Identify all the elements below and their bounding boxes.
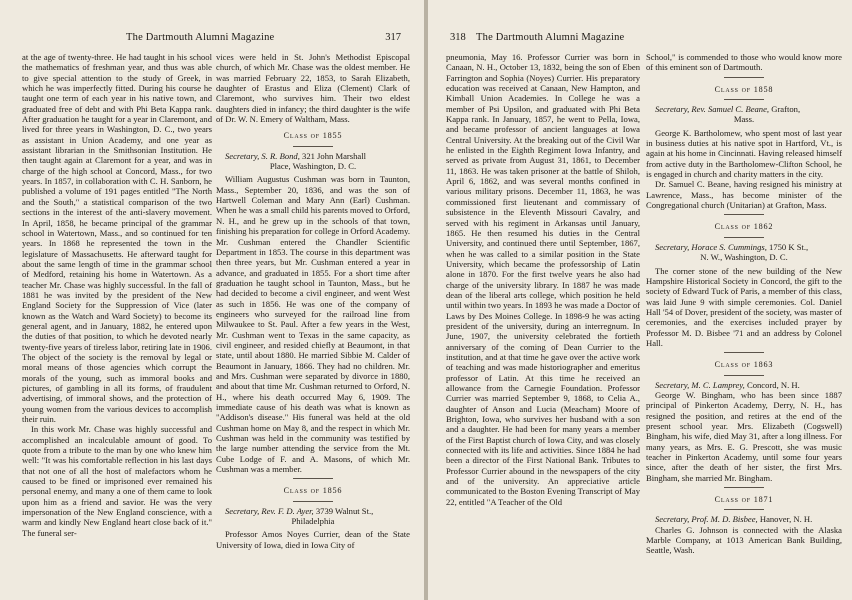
secretary-line — [216, 151, 410, 161]
secretary-line — [646, 242, 842, 252]
divider — [293, 501, 333, 502]
secretary-address: 3739 Walnut St., — [315, 505, 374, 516]
divider — [724, 509, 764, 510]
divider — [724, 214, 764, 215]
secretary-address: 321 John Marshall — [302, 150, 366, 161]
paragraph: In this work Mr. Chase was highly successful and accomplished an incalculable amount of good. To quote from a tribute to the man by one who knew him well: "It was his comfortable reflection in his last days that not one of all the host of malefactors whom he caused to be fined or imprisoned ever remained his personal enemy, and many a one of them came to look upon him as a friend and savior. He was the very impersonation of the New England conscience, with a warm and kindly New England heart close back of it." The funeral ser- — [22, 424, 212, 538]
secretary-address: Concord, N. H. — [746, 379, 800, 390]
class-heading-1856: Class of 1856 — [283, 486, 343, 496]
paragraph: pneumonia, May 16. Professor Currier was born in Canaan, N. H., October 13, 1832, being the son of Eben Farrington and Sophia (Noyes) Currier. His preparatory education was received at Canaan, New Hampton, and Kimball Union Academies. In College he was a member of Psi Upsilon, and graduated with Phi Beta Kappa rank. In January, 1857, he went to Pella, Iowa, and became professor of ancient languages at Iowa Central University. At the breaking out of the Civil War he enlisted in the Eighth Regiment Iowa Infantry, and served as private from August 31, 1861, to December 11, 1863. He was taken prisoner at the battle of Shiloh, April 6, 1862, and was several months confined in various military prisons. December 11, 1863, he was commissioned first lieutenant and commissary of subsistence in the Eleventh Missouri Cavalry, and served with his regiment in Arkansas until January, 1865. He then resumed his duties in the Central University, and continued there until September, 1867, when he was called to a similar position in the State University, which became the professorship of Latin alone in 1870. For the first twelve years he also had charge of the university library. In 1887 he was made dean of the liberal arts college, which position he held until within two years. In 1893 he was made a Doctor of Laws by Des Moines College. In 1898-9 he was acting president of the university, during an interregnum. In June, 1907, the university celebrated the fortieth anniversary of the coming of Dean Currier to the institution, and at that time he gave over the active work of teaching and was made historiographer and emeritus professor of Latin. At this time he received an allowance from the Carnegie Foundation. Professor Currier was married September 9, 1868, to Celia A., daughter of Anson and Lucia (Meacham) Moore of Brighton, Iowa, who survives her husband with a son and a daughter. He had been for many years a member of the First Baptist church of Iowa City, and was closely connected with its life and activities. Since 1884 he had been a director of the First National Bank. Tributes to Professor Currier abound in the newspapers of the city and of the university. An appreciative article communicated to the Boston Evening Transcript of May 22, entitled "A Teacher of the Old — [446, 52, 640, 507]
right-column-2 — [646, 52, 842, 592]
secretary-address-2: Place, Washington, D. C. — [269, 161, 357, 172]
secretary-name: Secretary, Prof. M. D. Bisbee, — [655, 514, 758, 525]
secretary-name: Secretary, S. R. Bond, — [225, 150, 300, 161]
secretary-address-2: Philadelphia — [291, 516, 335, 527]
page-number: 318 — [450, 32, 466, 43]
running-head: The Dartmouth Alumni Magazine — [126, 32, 275, 43]
secretary-line — [216, 506, 410, 516]
paragraph: Charles G. Johnson is connected with the Alaska Marble Company, at 1013 American Bank Building, Seattle, Wash. — [646, 524, 842, 556]
divider — [724, 375, 764, 376]
divider — [724, 487, 764, 488]
paragraph: vices were held in St. John's Methodist Episcopal church, of which Mr. Chase was the oldest member. He was married February 22, 1853, to Sarah Elizabeth, daughter of Erastus and Eliza (Clement) Clark of Claremont, who survives him. Their two eldest daughters died in infancy; the third daughter is the wife of Dr. W. N. Emery of Waltham, Mass. — [216, 52, 410, 125]
class-heading-1858: Class of 1858 — [714, 84, 774, 94]
page-number: 317 — [385, 32, 401, 43]
divider — [724, 77, 764, 78]
right-column-1 — [446, 52, 640, 592]
paragraph: George W. Bingham, who has been since 1887 principal of Pinkerton Academy, Derry, N. H., has resigned the position, and retires at the end of the present school year. Mrs. Elizabeth (Cogswell) Bingham, his wife, died May 31, after a long illness. For many years, as Mrs. E. G. Prescott, she was music teacher in Pinkerton Academy, until some four years since, after the death of her sister, the first Mrs. Bingham, she married Mr. Bingham. — [646, 389, 842, 483]
secretary-line — [646, 514, 842, 524]
divider — [293, 146, 333, 147]
secretary-address-2: Mass. — [733, 114, 755, 125]
secretary-name: Secretary, Horace S. Cummings, — [655, 241, 767, 252]
running-head: The Dartmouth Alumni Magazine — [476, 32, 625, 43]
paragraph: William Augustus Cushman was born in Taunton, Mass., September 20, 1836, and was the son of Hartwell Coleman and Mary Ann (Earl) Cushman. When he was a small child his parents moved to Orford, N. H., and he grew up in the schools of that town, finishing his preparation for college in Orford Academy. Mr. Cushman entered the Chandler Scientific Department in 1853. The course in this department was then three years, but Mr. Cushman entered a year in advance, and graduated in 1855. For a short time after graduation he taught school in Taunton, Mass., but he had decided to become a civil engineer, and went West as such in 1856. He was one of the company of engineers who surveyed for the railroad line from Milwaukee to St. Paul. After a few years in the West, Mr. Cushman went to Texas in the same capacity, as civil engineer, and resided chiefly at Beaumont, in that state, until about 1880. He married Sibbie M. Calder of Beaumont in January, 1866. They had no children. Mr. and Mrs. Cushman were separated by divorce in 1880, and about that time Mr. Cushman returned to Orford, N. H., where his death occurred May 6, 1909. The immediate cause of his death was what is known as "Addison's disease." His funeral was held at the old Cushman home on May 8, and the respect in which Mr. Cushman was held in the community was testified by the large number attending the service from the Mt. Cube Lodge of F. and A. Masons, of which Mr. Cushman was a member. — [216, 174, 410, 475]
secretary-address: 1750 K St., — [769, 241, 809, 252]
secretary-address: Hanover, N. H. — [759, 514, 813, 525]
secretary-line — [646, 104, 842, 114]
paragraph: Dr. Samuel C. Beane, having resigned his ministry at Lawrence, Mass., has become minister of the Congregational church (Unitarian) at Grafton, Mass. — [646, 179, 842, 211]
secretary-address: Grafton, — [771, 104, 801, 115]
secretary-name: Secretary, Rev. F. D. Ayer, — [225, 505, 314, 516]
secretary-name: Secretary, M. C. Lamprey, — [655, 379, 745, 390]
left-column-1 — [22, 52, 212, 592]
left-page — [0, 0, 424, 600]
paragraph: at the age of twenty-three. He had taught in his school the mathematics of freshman year, and thus was able to give special attention to the study of Greek, in which he was imperfectly fitted. During his course he taught one term of each year in his native town, and graduated free of debt and with Phi Beta Kappa rank. After graduation he taught for a year in Claremont, and lived for three years in Washington, D. C., two years as assistant in Union Academy, and one year as assistant librarian in the Smithsonian Institution. He then taught again at Claremont for a year, and was in charge of the high school at Concord, Mass., for two years. In 1857, in collaboration with C. H. Sanborn, he published a volume of 191 pages entitled "The North and the South," a statistical comparison of the two sections in the interest of the anti-slavery movement. In April, 1858, he became principal of the grammar school in Watertown, Mass., and so continued for ten years. In 1868 he represented the town in the legislature of Massachusetts. He afterward taught for about the same length of time in the grammar school of Medford, retaining his home in Watertown. As a teacher Mr. Chase was highly successful. In the fall of 1881 he was invited by the president of the New England Society for the Suppression of Vice (later known as the Watch and Ward Society) to become its general agent, and in January, 1882, he entered upon the duties of that position, to which he devoted nearly twenty-five years of tireless labor, retiring late in 1906. The object of the society is the removal by legal or moral means of those agencies which corrupt the morals of the young, such as immoral books and pictures, of gambling in all its forms, of fraudulent advertising, of immoral shows, and the protection of young women from the various devices to accomplish their ruin. — [22, 52, 212, 425]
divider — [293, 478, 333, 479]
left-column-2 — [216, 52, 410, 592]
paragraph: Professor Amos Noyes Currier, dean of the State University of Iowa, died in Iowa City of — [216, 529, 410, 550]
secretary-line — [646, 380, 842, 390]
paragraph: The corner stone of the new building of the New Hampshire Historical Society in Concord, the gift to the society of Edward Tuck of Paris, a member of this class, was laid June 9 with simple ceremonies. Col. Daniel Hall '54 of Dover, president of the society, was master of ceremonies, and the exercises included prayer by Professor M. D. Bisbee '71 and an address by Colonel Hall. — [646, 265, 842, 348]
class-heading-1863: Class of 1863 — [714, 360, 774, 370]
secretary-name: Secretary, Rev. Samuel C. Beane, — [655, 104, 770, 115]
divider — [724, 352, 764, 353]
right-page — [428, 0, 852, 600]
divider — [724, 237, 764, 238]
secretary-address-2: N. W., Washington, D. C. — [700, 252, 788, 263]
class-heading-1855: Class of 1855 — [283, 131, 343, 141]
class-heading-1871: Class of 1871 — [714, 495, 774, 505]
divider — [724, 99, 764, 100]
paragraph: George K. Bartholomew, who spent most of last year in business duties at his native spot in Hartford, Vt., is again at his home in Cincinnati. Having released himself from active duty in the Bartholomew-Clifton School, he is engaged in church and charity matters in the city. — [646, 127, 842, 180]
class-heading-1862: Class of 1862 — [714, 222, 774, 232]
paragraph: School," is commended to those who would know more of this eminent son of Dartmouth. — [646, 52, 842, 73]
